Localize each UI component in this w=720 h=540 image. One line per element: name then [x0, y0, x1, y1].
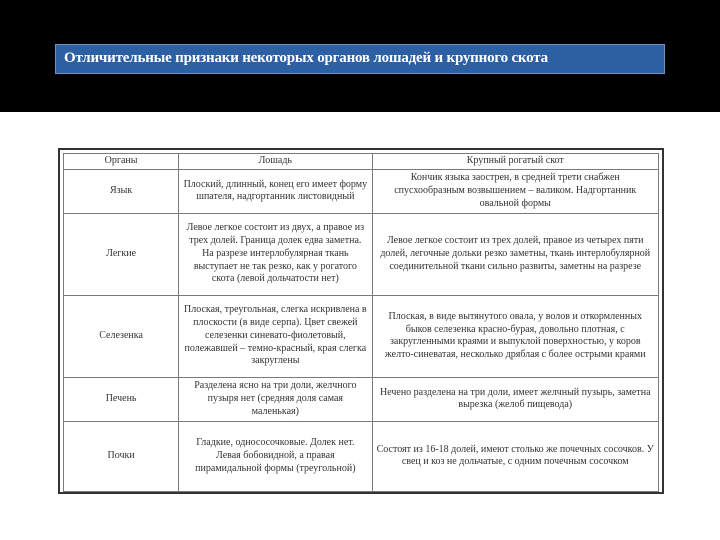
horse-cell: Плоская, треугольная, слегка искривлена в плоскости (в виде серпа). Цвет свежей селезенки синевато-фиолетовый, полежавшей – темно-красный, края слегка закруглены	[179, 295, 372, 377]
organ-cell: Селезенка	[64, 295, 179, 377]
table-row	[64, 169, 659, 213]
table-row	[64, 421, 659, 491]
table-row	[64, 377, 659, 421]
organ-cell: Почки	[64, 421, 179, 491]
cattle-cell: Левое легкое состоит из трех долей, правое из четырех пяти долей, легочные дольки резко заметны, ткань интерлобулярной соединительной ткани сильно развиты, заметны на разрезе	[372, 213, 659, 295]
slide-header-band	[0, 0, 720, 112]
horse-cell: Левое легкое состоит из двух, а правое из трех долей. Граница долек едва заметна. На разрезе интерлобулярная ткань выступает не так резко, как у рогатого скота (левой дольчатости нет)	[179, 213, 372, 295]
cattle-cell: Плоская, в виде вытянутого овала, у волов и откормленных быков селезенка красно-бурая, довольно плотная, с закругленными краями и выпуклой поверхностью, у коров желто-синеватая, несколько дряблая с более острыми краями	[372, 295, 659, 377]
header-cattle: Крупный рогатый скот	[372, 154, 659, 170]
cattle-cell: Кончик языка заострен, в средней трети снабжен спусхообразным возвышением – валиком. Надгортанник овальной формы	[372, 169, 659, 213]
horse-cell: Плоский, длинный, конец его имеет форму шпателя, надгортанник листовидный	[179, 169, 372, 213]
header-organ: Органы	[64, 154, 179, 170]
horse-cell: Разделена ясно на три доли, желчного пузыря нет (средняя доля самая маленькая)	[179, 377, 372, 421]
table-header-row	[64, 154, 659, 170]
comparison-table	[63, 153, 659, 492]
cattle-cell: Состоят из 16-18 долей, имеют столько же почечных сосочков. У свец и коз не дольчатые, с одним почечным сосочком	[372, 421, 659, 491]
horse-cell: Гладкие, однососочковые. Долек нет. Левая бобовидной, а правая пирамидальной формы (треугольной)	[179, 421, 372, 491]
organ-cell: Легкие	[64, 213, 179, 295]
table-row	[64, 295, 659, 377]
table-row	[64, 213, 659, 295]
comparison-table-frame	[58, 148, 664, 494]
title-bar	[55, 44, 665, 74]
slide-title: Отличительные признаки некоторых органов лошадей и крупного скота	[64, 50, 548, 66]
organ-cell: Язык	[64, 169, 179, 213]
organ-cell: Печень	[64, 377, 179, 421]
header-horse: Лошадь	[179, 154, 372, 170]
cattle-cell: Нечено разделена на три доли, имеет желчный пузырь, заметна вырезка (желоб пищевода)	[372, 377, 659, 421]
